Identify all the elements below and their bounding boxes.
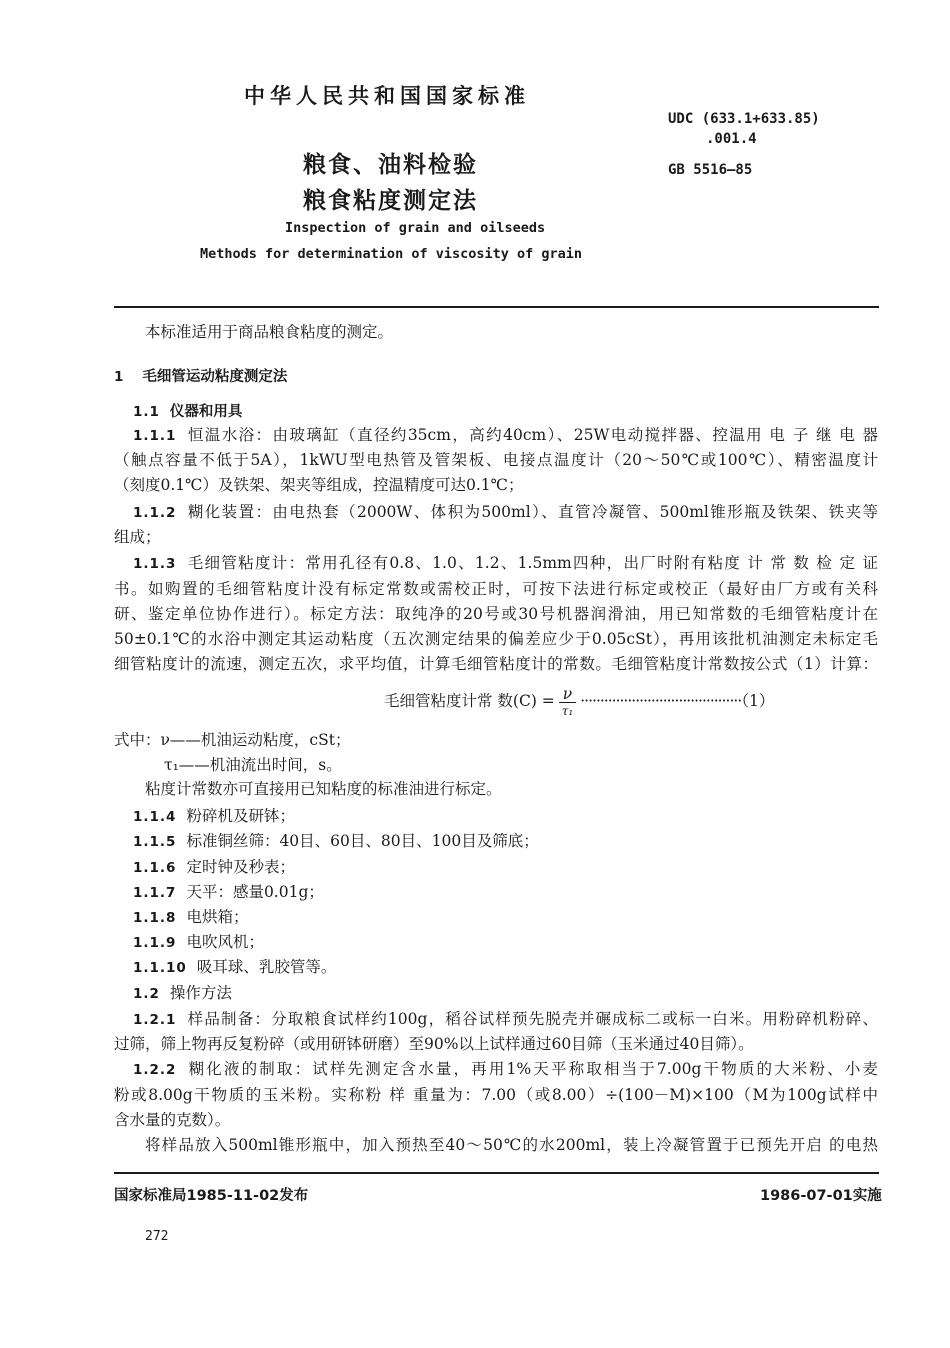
para-1-2-2-line2: 粉或8.00g干物质的玉米粉。实称粉 样 重量为：7.00（或8.00）÷(100－M)×100（M为100g试样中 [114,1086,878,1104]
gb-code: GB 5516—85 [668,162,753,178]
para-1-1-3-line3: 研、鉴定单位协作进行）。标定方法：取纯净的20号或30号机器润滑油，用已知常数的毛细管粘度计在 [114,605,878,623]
page-number: 272 [145,1229,169,1244]
para-text: 样品制备：分取粮食试样约100g，稻谷试样预先脱壳并碾成标二或标一白米。用粉碎机粉碎、 [186,1010,878,1028]
para-number: 1.1.7 [133,885,177,901]
title-en-line1: Inspection of grain and oilseeds [285,220,546,236]
formula-tag: （1） [741,692,775,710]
section-number: 1.2 [133,986,160,1002]
footer-divider [114,1172,879,1174]
title-cn-line2: 粮食粘度测定法 [303,188,478,214]
title-cn-line1: 粮食、油料检验 [303,152,478,178]
section-number: 1.1 [133,404,160,420]
para-1-1-1-line3: （刻度0.1℃）及铁架、架夹等组成，控温精度可达0.1℃； [114,476,524,494]
section-title: 操作方法 [169,984,232,1002]
para-text: 糊化装置：由电热套（2000W、体积为500ml）、直管冷凝管、500ml锥形瓶及铁架、铁夹等 [186,503,878,521]
formula-leader-dots: ········································· [580,692,742,710]
para-number: 1.1.3 [133,556,177,572]
para-number: 1.2.1 [133,1012,177,1028]
para-1-2-1-line1 [133,1009,878,1030]
para-1-1-9 [133,932,264,953]
issue-date: 国家标准局1985-11-02发布 [114,1188,309,1204]
title-en-line2: Methods for determination of viscosity of grain [200,246,583,262]
para-text: 糊化液的制取：试样先测定含水量，再用1%天平称取相当于7.00g干物质的大米粉、小麦 [186,1060,878,1078]
national-standard-heading: 中华人民共和国国家标准 [244,84,530,108]
para-1-2-2-line4: 将样品放入500ml锥形瓶中，加入预热至40～50℃的水200ml，装上冷凝管置于已预先开启 的电热 [145,1136,878,1154]
para-1-1-7 [133,882,324,903]
formula-numerator: ν [559,686,576,703]
para-1-1-2-line2: 组成； [114,528,161,546]
para-number: 1.1.1 [133,428,177,444]
para-text: 电吹风机； [186,933,264,951]
para-1-1-6 [133,857,295,878]
para-1-1-3-line4: 50±0.1℃的水浴中测定其运动粘度（五次测定结果的偏差应少于0.05cSt），再用该批机油测定未标定毛 [114,630,878,648]
para-text: 恒温水浴：由玻璃缸（直径约35cm，高约40cm）、25W电动搅拌器、控温用 电 子 继 电 器 [186,426,878,444]
udc-code-line1: UDC (633.1+633.85) [668,111,820,127]
formula-1 [384,684,774,719]
para-text: 定时钟及秒表； [186,858,295,876]
effective-date: 1986-07-01实施 [760,1188,882,1204]
para-text: 毛细管粘度计：常用孔径有0.8、1.0、1.2、1.5mm四种，出厂时附有粘度 计 常 数 检 定 证 [186,554,878,572]
para-text: 电烘箱； [186,908,249,926]
para-number: 1.1.2 [133,505,177,521]
para-number: 1.1.9 [133,935,177,951]
para-1-2-1-line2: 过筛，筛上物再反复粉碎（或用研钵研磨）至90%以上试样通过60目筛（玉米通过40目筛）。 [114,1035,754,1053]
para-1-2-2-line3: 含水量的克数）。 [114,1111,231,1129]
para-1-1-1-line1 [133,425,878,446]
para-1-1-10 [133,957,336,978]
section-1-heading [114,366,287,387]
para-text: 吸耳球、乳胶管等。 [196,958,337,976]
section-1-1-heading [133,401,242,422]
where-line-2: τ₁——机油流出时间，s。 [164,756,342,774]
udc-code-line2: .001.4 [706,131,757,147]
section-title: 毛细管运动粘度测定法 [142,369,288,385]
header-divider [114,306,879,308]
para-number: 1.1.5 [133,834,177,850]
para-text: 天平：感量0.01g； [186,883,324,901]
para-1-1-8 [133,907,248,928]
formula-denominator: τ₁ [561,703,574,718]
para-number: 1.1.6 [133,860,177,876]
section-1-2-heading [133,983,232,1004]
formula-fraction [559,686,576,719]
para-1-1-5 [133,831,539,852]
section-number: 1 [114,369,125,385]
para-1-1-4 [133,806,295,827]
para-text: 粉碎机及研钵； [186,807,295,825]
para-1-1-3-line1 [133,553,878,574]
para-text: 标准铜丝筛：40目、60目、80目、100目及筛底； [186,832,539,850]
section-title: 仪器和用具 [169,404,243,420]
para-1-2-2-line1 [133,1059,878,1080]
para-number: 1.2.2 [133,1062,177,1078]
where-line-1: 式中：ν——机油运动粘度，cSt； [114,731,351,749]
para-number: 1.1.4 [133,809,177,825]
para-number: 1.1.10 [133,960,187,976]
para-1-1-3-note: 粘度计常数亦可直接用已知粘度的标准油进行标定。 [145,780,502,798]
para-number: 1.1.8 [133,910,177,926]
para-1-1-3-line2: 书。如购置的毛细管粘度计没有标定常数或需校正时，可按下法进行标定或校正（最好由厂方或有关科 [114,580,878,598]
intro-paragraph: 本标准适用于商品粮食粘度的测定。 [145,323,394,341]
para-1-1-2-line1 [133,502,878,523]
formula-lhs: 毛细管粘度计常 数(C) = [384,692,555,710]
para-1-1-1-line2: （触点容量不低于5A），1kWU型电热管及管架板、电接点温度计（20～50℃或100℃）、精密温度计 [114,451,878,469]
para-1-1-3-line5: 细管粘度计的流速，测定五次，求平均值，计算毛细管粘度计的常数。毛细管粘度计常数按公式（1）计算： [114,655,878,673]
